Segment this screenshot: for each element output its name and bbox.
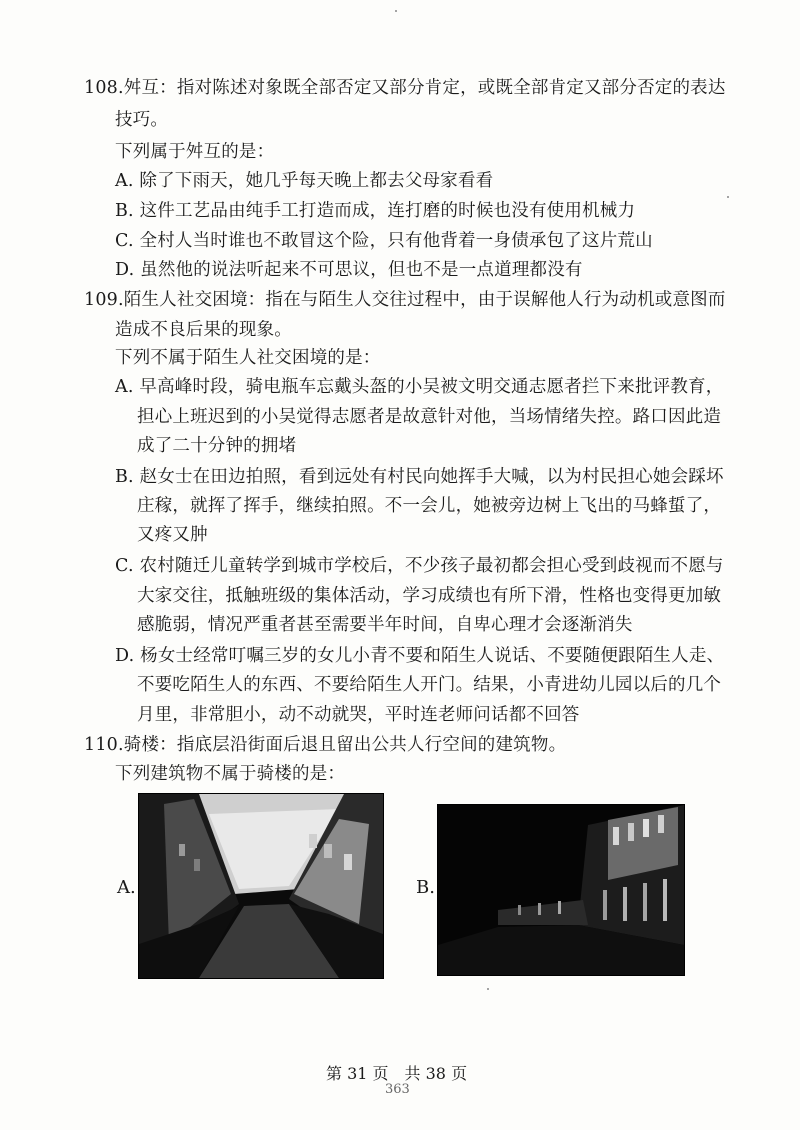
q108-prompt: 下列属于舛互的是： xyxy=(115,142,275,162)
q109-definition-line2: 造成不良后果的现象。 xyxy=(115,320,292,340)
scan-page-number: 363 xyxy=(385,1082,410,1097)
q109-option-c-line2: 大家交往，抵触班级的集体活动，学习成绩也有所下滑，性格也变得更加敏 xyxy=(137,586,722,606)
q109-option-d-line2: 不要吃陌生人的东西、不要给陌生人开门。结果，小青进幼儿园以后的几个 xyxy=(137,675,722,695)
q108-option-c: C. 全村人当时谁也不敢冒这个险，只有他背着一身债承包了这片荒山 xyxy=(115,231,653,251)
q110-option-a-label: A. xyxy=(117,877,136,898)
q109-option-b-line2: 庄稼，就挥了挥手，继续拍照。不一会儿，她被旁边树上飞出的马蜂蜇了， xyxy=(137,496,722,516)
q109-prompt: 下列不属于陌生人社交困境的是： xyxy=(115,348,381,368)
q110-option-a-photo xyxy=(138,793,384,979)
scan-speck xyxy=(727,196,729,198)
q108-definition-line1: 108.舛互：指对陈述对象既全部否定又部分肯定，或既全部肯定又部分否定的表达 xyxy=(84,78,726,98)
arcade-street-photo-a xyxy=(139,794,383,978)
q108-definition-line2: 技巧。 xyxy=(115,110,169,130)
page-indicator: 第 31 页 共 38 页 xyxy=(326,1064,468,1083)
scan-speck xyxy=(487,988,489,990)
q109-option-b-line3: 又疼又肿 xyxy=(137,525,208,545)
q108-option-a: A. 除了下雨天，她几乎每天晚上都去父母家看看 xyxy=(115,171,494,191)
q109-option-d-line3: 月里，非常胆小，动不动就哭，平时连老师问话都不回答 xyxy=(137,705,580,725)
q109-option-b-line1: B. 赵女士在田边拍照，看到远处有村民向她挥手大喊，以为村民担心她会踩坏 xyxy=(115,467,724,487)
q109-option-c-line3: 感脆弱，情况严重者甚至需要半年时间，自卑心理才会逐渐消失 xyxy=(137,615,633,635)
q110-option-b-photo xyxy=(437,804,685,976)
q109-definition-line1: 109.陌生人社交困境：指在与陌生人交往过程中，由于误解他人行为动机或意图而 xyxy=(84,290,726,310)
q110-prompt: 下列建筑物不属于骑楼的是： xyxy=(115,764,346,784)
q109-option-a-line2: 担心上班迟到的小吴觉得志愿者是故意针对他，当场情绪失控。路口因此造 xyxy=(137,407,722,427)
q108-option-b: B. 这件工艺品由纯手工打造而成，连打磨的时候也没有使用机械力 xyxy=(115,201,636,221)
q108-option-d: D. 虽然他的说法听起来不可思议，但也不是一点道理都没有 xyxy=(115,260,583,280)
q109-option-d-line1: D. 杨女士经常叮嘱三岁的女儿小青不要和陌生人说话、不要随便跟陌生人走、 xyxy=(115,646,725,666)
q109-option-a-line3: 成了二十分钟的拥堵 xyxy=(137,436,297,456)
q109-option-a-line1: A. 早高峰时段，骑电瓶车忘戴头盔的小吴被文明交通志愿者拦下来批评教育， xyxy=(115,377,724,397)
arcade-street-photo-b xyxy=(438,805,684,975)
q109-option-c-line1: C. 农村随迁儿童转学到城市学校后，不少孩子最初都会担心受到歧视而不愿与 xyxy=(115,556,724,576)
scan-speck xyxy=(395,10,397,12)
q110-definition: 110.骑楼：指底层沿街面后退且留出公共人行空间的建筑物。 xyxy=(84,735,567,755)
q110-option-b-label: B. xyxy=(416,877,435,898)
